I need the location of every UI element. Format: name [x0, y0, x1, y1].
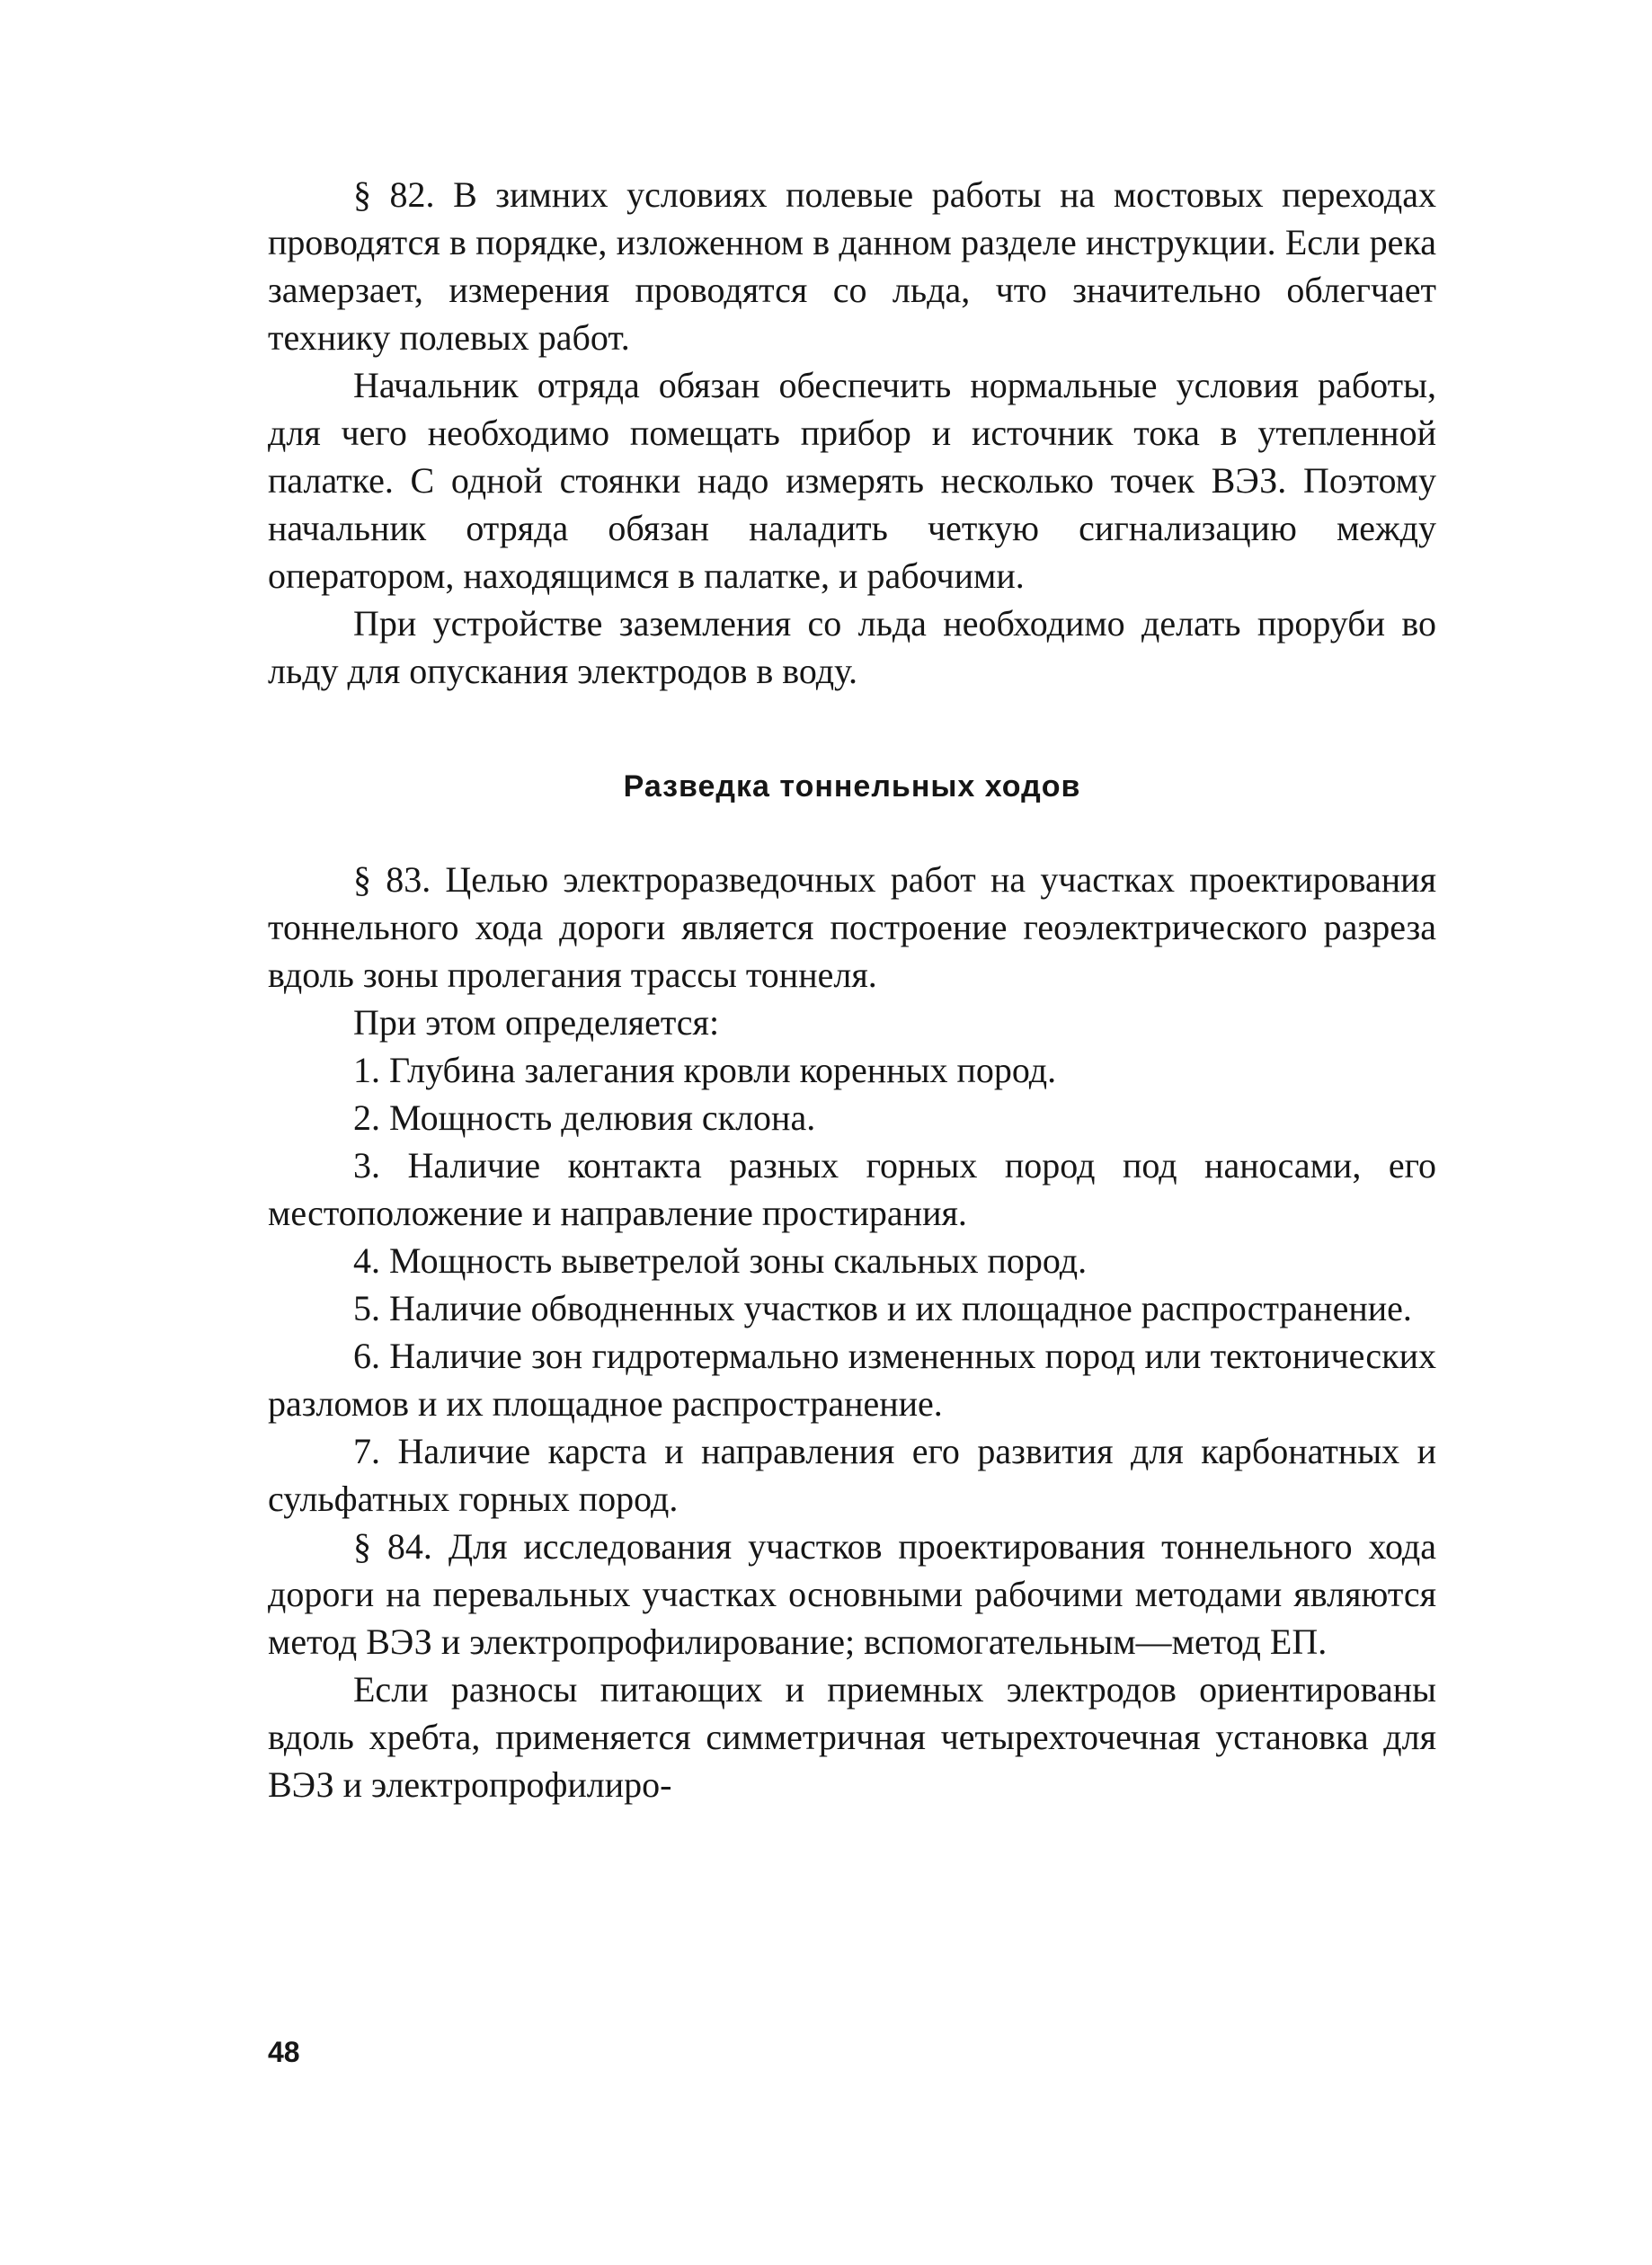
- paragraph-82: § 82. В зимних условиях полевые работы на мостовых переходах проводятся в порядке, изложенном в данном разделе инструкции. Если река замерзает, измерения проводятся со льда, что значительно облегчает технику полевых работ.: [268, 174, 1436, 358]
- list-item-4: 4. Мощность выветрелой зоны скальных пород.: [353, 1240, 1088, 1281]
- page-number: 48: [268, 2036, 300, 2068]
- document-page: [268, 171, 1436, 1808]
- paragraph-team-leader: Начальник отряда обязан обеспечить нормальные условия работы, для чего необходимо помещать прибор и источник тока в утепленной палатке. С одной стоянки надо измерять несколько точек ВЭЗ. Поэтому начальник отряда обязан наладить четкую сигнализацию между оператором, находящимся в палатке, и рабочими.: [268, 365, 1436, 596]
- paragraph-83: § 83. Целью электроразведочных работ на участках проектирования тоннельного хода дороги является построение геоэлектрического разреза вдоль зоны пролегания трассы тоннеля.: [268, 859, 1436, 995]
- list-item-7: 7. Наличие карста и направления его развития для карбонатных и сульфатных горных пород.: [268, 1431, 1436, 1519]
- list-item-1: 1. Глубина залегания кровли коренных пород.: [353, 1050, 1057, 1090]
- paragraph-grounding: При устройстве заземления со льда необходимо делать проруби во льду для опускания электродов в воду.: [268, 603, 1436, 691]
- list-item-6: 6. Наличие зон гидротермально измененных пород или тектонических разломов и их площадное распространение.: [268, 1336, 1436, 1424]
- list-item-3: 3. Наличие контакта разных горных пород под наносами, его местоположение и направление простирания.: [268, 1145, 1436, 1233]
- list-item-5: 5. Наличие обводненных участков и их площадное распространение.: [353, 1288, 1412, 1328]
- section-heading: Разведка тоннельных ходов: [623, 769, 1081, 804]
- paragraph-electrodes: Если разносы питающих и приемных электродов ориентированы вдоль хребта, применяется симметричная четырехточечная установка для ВЭЗ и электропрофилиро-: [268, 1669, 1436, 1805]
- paragraph-84: § 84. Для исследования участков проектирования тоннельного хода дороги на перевальных участках основными рабочими методами являются метод ВЭЗ и электропрофилирование; вспомогательным—метод ЕП.: [268, 1526, 1436, 1662]
- list-item-2: 2. Мощность делювия склона.: [353, 1097, 816, 1138]
- paragraph-determined: При этом определяется:: [353, 1002, 720, 1043]
